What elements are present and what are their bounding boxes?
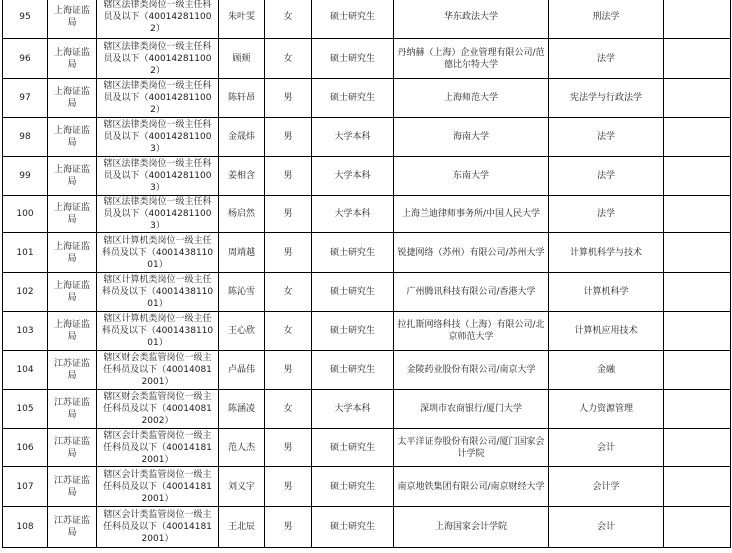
position-cell: 辖区财会类监管岗位一级主任科员及以下（400140812002）	[97, 390, 219, 429]
gender-cell: 男	[265, 467, 312, 507]
row-number: 106	[3, 429, 48, 467]
note-cell	[664, 118, 731, 157]
school-cell: 太平洋证券股份有限公司/厦门国家会计学院	[394, 429, 549, 467]
note-cell	[664, 429, 731, 467]
name-cell: 周靖越	[219, 233, 265, 273]
education-cell: 硕士研究生	[312, 312, 394, 351]
name-cell: 姜相含	[219, 157, 265, 196]
name-cell: 金晟炜	[219, 118, 265, 157]
table-row	[3, 196, 731, 233]
row-number: 101	[3, 233, 48, 273]
education-cell: 硕士研究生	[312, 39, 394, 79]
gender-cell: 男	[265, 429, 312, 467]
name-cell: 卢晶伟	[219, 351, 265, 390]
position-cell: 辖区会计类监管岗位一级主任科员及以下（400141812001）	[97, 429, 219, 467]
name-cell: 朱叶雯	[219, 0, 265, 39]
major-cell: 计算机科学与技术	[549, 233, 664, 273]
major-cell: 金融	[549, 351, 664, 390]
gender-cell: 男	[265, 118, 312, 157]
table-row	[3, 0, 731, 39]
row-number: 103	[3, 312, 48, 351]
row-number: 104	[3, 351, 48, 390]
name-cell: 王北辰	[219, 507, 265, 548]
row-number: 95	[3, 0, 48, 39]
school-cell: 上海国家会计学院	[394, 507, 549, 548]
table-row	[3, 157, 731, 196]
school-cell: 深圳市农商银行/厦门大学	[394, 390, 549, 429]
table-row	[3, 39, 731, 79]
position-cell: 辖区计算机类岗位一级主任科员及以下（400143811001）	[97, 312, 219, 351]
unit-cell: 上海证监局	[48, 233, 97, 273]
school-cell: 丹纳赫（上海）企业管理有限公司/范德比尔特大学	[394, 39, 549, 79]
education-cell: 大学本科	[312, 390, 394, 429]
row-number: 105	[3, 390, 48, 429]
major-cell: 刑法学	[549, 0, 664, 39]
education-cell: 硕士研究生	[312, 273, 394, 312]
row-number: 99	[3, 157, 48, 196]
position-cell: 辖区财会类监管岗位一级主任科员及以下（400140812001）	[97, 351, 219, 390]
note-cell	[664, 390, 731, 429]
education-cell: 硕士研究生	[312, 233, 394, 273]
school-cell: 上海兰迪律师事务所/中国人民大学	[394, 196, 549, 233]
position-cell: 辖区法律类岗位一级主任科员及以下（400142811003）	[97, 157, 219, 196]
education-cell: 大学本科	[312, 118, 394, 157]
name-cell: 范人杰	[219, 429, 265, 467]
gender-cell: 女	[265, 0, 312, 39]
note-cell	[664, 273, 731, 312]
table-row	[3, 233, 731, 273]
position-cell: 辖区会计类监管岗位一级主任科员及以下（400141812001）	[97, 507, 219, 548]
note-cell	[664, 507, 731, 548]
school-cell: 锐捷网络（苏州）有限公司/苏州大学	[394, 233, 549, 273]
gender-cell: 男	[265, 196, 312, 233]
gender-cell: 女	[265, 390, 312, 429]
note-cell	[664, 39, 731, 79]
major-cell: 法学	[549, 118, 664, 157]
education-cell: 硕士研究生	[312, 79, 394, 118]
education-cell: 硕士研究生	[312, 467, 394, 507]
school-cell: 东南大学	[394, 157, 549, 196]
position-cell: 辖区法律类岗位一级主任科员及以下（400142811002）	[97, 0, 219, 39]
unit-cell: 上海证监局	[48, 196, 97, 233]
position-cell: 辖区会计类监管岗位一级主任科员及以下（400141812001）	[97, 467, 219, 507]
position-cell: 辖区计算机类岗位一级主任科员及以下（400143811001）	[97, 273, 219, 312]
major-cell: 宪法学与行政法学	[549, 79, 664, 118]
school-cell: 金陵药业股份有限公司/南京大学	[394, 351, 549, 390]
row-number: 108	[3, 507, 48, 548]
unit-cell: 上海证监局	[48, 157, 97, 196]
major-cell: 会计	[549, 507, 664, 548]
gender-cell: 女	[265, 39, 312, 79]
name-cell: 陈沁雪	[219, 273, 265, 312]
name-cell: 顾颊	[219, 39, 265, 79]
major-cell: 法学	[549, 39, 664, 79]
row-number: 102	[3, 273, 48, 312]
unit-cell: 江苏证监局	[48, 507, 97, 548]
row-number: 96	[3, 39, 48, 79]
unit-cell: 上海证监局	[48, 39, 97, 79]
education-cell: 硕士研究生	[312, 507, 394, 548]
name-cell: 陈轩昂	[219, 79, 265, 118]
gender-cell: 男	[265, 507, 312, 548]
gender-cell: 男	[265, 79, 312, 118]
note-cell	[664, 351, 731, 390]
position-cell: 辖区计算机类岗位一级主任科员及以下（400143811001）	[97, 233, 219, 273]
name-cell: 刘义宇	[219, 467, 265, 507]
major-cell: 法学	[549, 157, 664, 196]
table-row	[3, 79, 731, 118]
unit-cell: 江苏证监局	[48, 390, 97, 429]
education-cell: 大学本科	[312, 196, 394, 233]
unit-cell: 上海证监局	[48, 118, 97, 157]
gender-cell: 男	[265, 157, 312, 196]
table-row	[3, 118, 731, 157]
note-cell	[664, 312, 731, 351]
major-cell: 计算机科学	[549, 273, 664, 312]
name-cell: 王心欣	[219, 312, 265, 351]
row-number: 98	[3, 118, 48, 157]
position-cell: 辖区法律类岗位一级主任科员及以下（400142811002）	[97, 79, 219, 118]
unit-cell: 上海证监局	[48, 312, 97, 351]
candidate-table	[2, 0, 731, 548]
unit-cell: 上海证监局	[48, 0, 97, 39]
name-cell: 杨启然	[219, 196, 265, 233]
education-cell: 硕士研究生	[312, 0, 394, 39]
note-cell	[664, 157, 731, 196]
table-row	[3, 429, 731, 467]
school-cell: 南京地铁集团有限公司/南京财经大学	[394, 467, 549, 507]
note-cell	[664, 467, 731, 507]
position-cell: 辖区法律类岗位一级主任科员及以下（400142811003）	[97, 196, 219, 233]
major-cell: 会计学	[549, 467, 664, 507]
unit-cell: 江苏证监局	[48, 429, 97, 467]
major-cell: 会计	[549, 429, 664, 467]
school-cell: 华东政法大学	[394, 0, 549, 39]
school-cell: 上海师范大学	[394, 79, 549, 118]
gender-cell: 男	[265, 351, 312, 390]
unit-cell: 江苏证监局	[48, 351, 97, 390]
education-cell: 大学本科	[312, 157, 394, 196]
name-cell: 陈涵凌	[219, 390, 265, 429]
note-cell	[664, 196, 731, 233]
table-row	[3, 312, 731, 351]
table-row	[3, 390, 731, 429]
unit-cell: 江苏证监局	[48, 467, 97, 507]
row-number: 107	[3, 467, 48, 507]
school-cell: 拉扎斯网络科技（上海）有限公司/北京师范大学	[394, 312, 549, 351]
note-cell	[664, 79, 731, 118]
table-row	[3, 507, 731, 548]
major-cell: 计算机应用技术	[549, 312, 664, 351]
note-cell	[664, 233, 731, 273]
gender-cell: 女	[265, 273, 312, 312]
table-row	[3, 467, 731, 507]
education-cell: 硕士研究生	[312, 429, 394, 467]
gender-cell: 男	[265, 233, 312, 273]
unit-cell: 上海证监局	[48, 79, 97, 118]
major-cell: 人力资源管理	[549, 390, 664, 429]
education-cell: 硕士研究生	[312, 351, 394, 390]
major-cell: 法学	[549, 196, 664, 233]
position-cell: 辖区法律类岗位一级主任科员及以下（400142811003）	[97, 118, 219, 157]
table-row	[3, 351, 731, 390]
gender-cell: 女	[265, 312, 312, 351]
position-cell: 辖区法律类岗位一级主任科员及以下（400142811002）	[97, 39, 219, 79]
school-cell: 广州腾讯科技有限公司/香港大学	[394, 273, 549, 312]
unit-cell: 上海证监局	[48, 273, 97, 312]
table-body	[3, 0, 731, 548]
note-cell	[664, 0, 731, 39]
school-cell: 海南大学	[394, 118, 549, 157]
row-number: 97	[3, 79, 48, 118]
row-number: 100	[3, 196, 48, 233]
table-row	[3, 273, 731, 312]
